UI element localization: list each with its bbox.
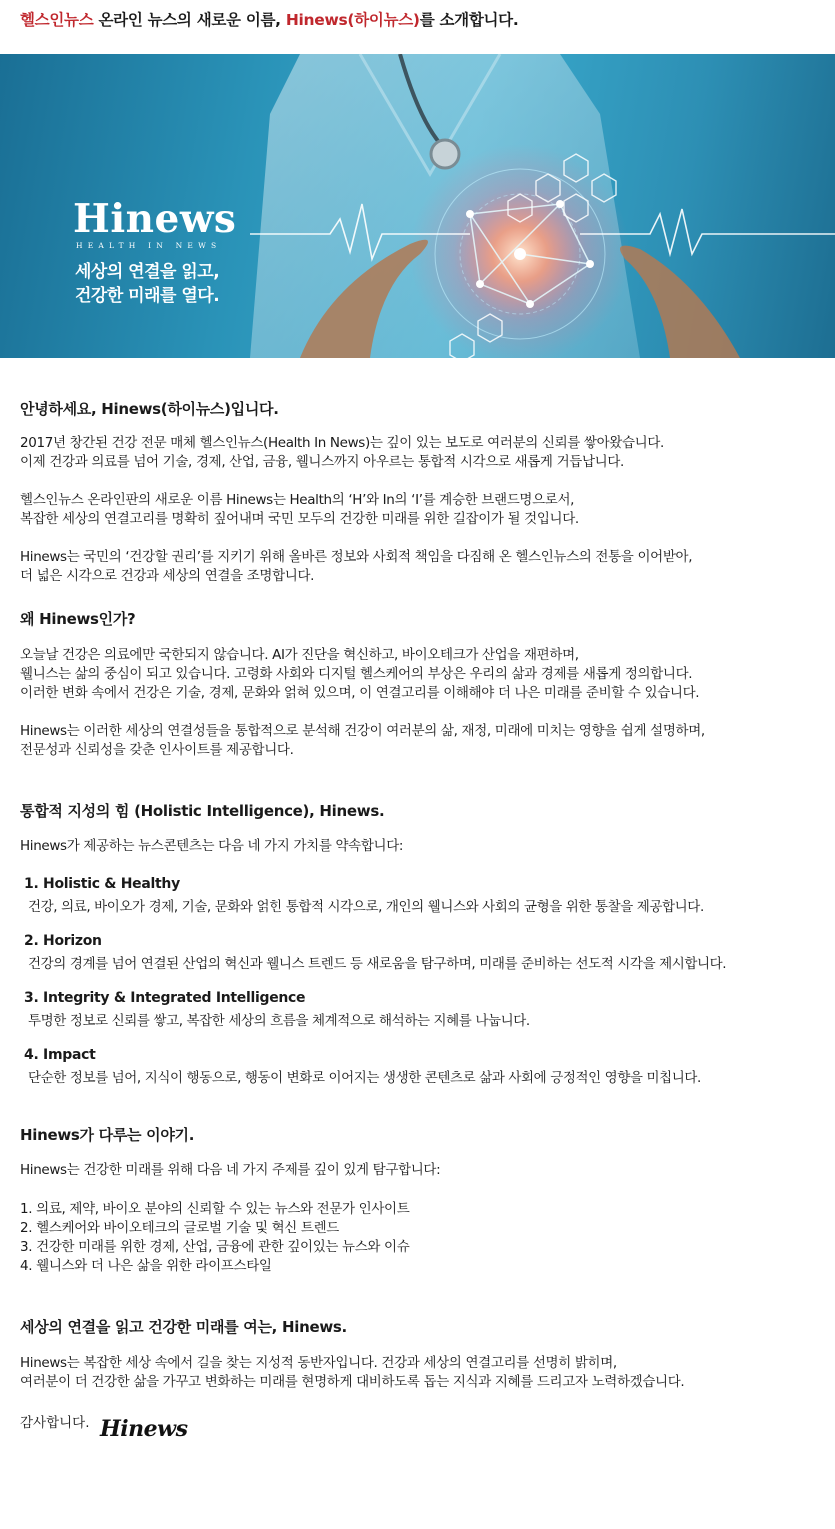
hero-slogan-line2: 건강한 미래를 열다. [75, 286, 220, 306]
value-item-title: 1. Holistic & Healthy [24, 876, 180, 892]
holistic-intro: Hinews가 제공하는 뉴스콘텐츠는 다음 네 가지 가치를 약속합니다: [20, 838, 404, 854]
holistic-title: 통합적 지성의 힘 (Holistic Intelligence), Hinews. [20, 802, 385, 820]
signature-logo: Hinews [100, 1416, 188, 1442]
text-line: Hinews는 이러한 세상의 연결성들을 통합적으로 분석해 건강이 여러분의 삶, 재정, 미래에 미치는 영향을 쉽게 설명하며, [20, 723, 705, 739]
text-line: 이제 건강과 의료를 넘어 기술, 경제, 산업, 금융, 웰니스까지 아우르는 통합적 시각으로 새롭게 거듭납니다. [20, 454, 624, 470]
topics-title: Hinews가 다루는 이야기. [20, 1126, 195, 1144]
value-item-desc: 건강, 의료, 바이오가 경제, 기술, 문화와 얽힌 통합적 시각으로, 개인의 웰니스와 사회의 균형을 위한 통찰을 제공합니다. [28, 899, 704, 915]
text-line: 이러한 변화 속에서 건강은 기술, 경제, 문화와 얽혀 있으며, 이 연결고리를 이해해야 더 나은 미래를 준비할 수 있습니다. [20, 685, 700, 701]
text-line: 더 넓은 시각으로 건강과 세상의 연결을 조명합니다. [20, 568, 315, 584]
thanks-text: 감사합니다. [20, 1415, 90, 1431]
banner-brand-new: Hinews(하이뉴스) [285, 11, 420, 29]
hero-slogan [75, 260, 219, 308]
why-paragraph-1 [20, 646, 699, 703]
text-line: 오늘날 건강은 의료에만 국한되지 않습니다. AI가 진단을 혁신하고, 바이오테크가 산업을 재편하며, [20, 647, 579, 663]
value-item-title: 4. Impact [24, 1047, 96, 1063]
greeting-title: 안녕하세요, Hinews(하이뉴스)입니다. [20, 400, 279, 418]
text-line: Hinews는 복잡한 세상 속에서 길을 찾는 지성적 동반자입니다. 건강과 세상의 연결고리를 선명히 밝히며, [20, 1355, 617, 1371]
value-item-desc: 단순한 정보를 넘어, 지식이 행동으로, 행동이 변화로 이어지는 생생한 콘텐츠로 삶과 사회에 긍정적인 영향을 미칩니다. [28, 1070, 701, 1086]
greeting-paragraph-1 [20, 434, 664, 472]
hero-image [0, 54, 835, 358]
value-item-desc: 투명한 정보로 신뢰를 쌓고, 복잡한 세상의 흐름을 체계적으로 해석하는 지혜를 나눕니다. [28, 1013, 530, 1029]
hero-logo-subtitle: HEALTH IN NEWS [76, 241, 222, 250]
why-title: 왜 Hinews인가? [20, 610, 136, 628]
text-line: 전문성과 신뢰성을 갖춘 인사이트를 제공합니다. [20, 742, 294, 758]
list-item: 1. 의료, 제약, 바이오 분야의 신뢰할 수 있는 뉴스와 전문가 인사이트 [20, 1201, 410, 1217]
topics-intro: Hinews는 건강한 미래를 위해 다음 네 가지 주제를 깊이 있게 탐구합니다: [20, 1162, 441, 1178]
banner-text: 온라인 뉴스의 새로운 이름, [93, 11, 286, 29]
text-line: 웰니스는 삶의 중심이 되고 있습니다. 고령화 사회와 디지털 헬스케어의 부상은 우리의 삶과 경제를 새롭게 정의합니다. [20, 666, 693, 682]
greeting-paragraph-3 [20, 548, 692, 586]
text-line: 2017년 창간된 건강 전문 매체 헬스인뉴스(Health In News)는 깊이 있는 보도로 여러분의 신뢰를 쌓아왔습니다. [20, 435, 664, 451]
hero-logo: Hinews [73, 196, 237, 242]
closing-title: 세상의 연결을 읽고 건강한 미래를 여는, Hinews. [20, 1318, 347, 1336]
intro-banner [20, 8, 518, 30]
text-line: 여러분이 더 건강한 삶을 가꾸고 변화하는 미래를 현명하게 대비하도록 돕는 지식과 지혜를 드리고자 노력하겠습니다. [20, 1374, 685, 1390]
text-line: 헬스인뉴스 온라인판의 새로운 이름 Hinews는 Health의 ‘H’와 In의 ‘I’를 계승한 브랜드명으로서, [20, 492, 575, 508]
value-item-title: 2. Horizon [24, 933, 102, 949]
list-item: 2. 헬스케어와 바이오테크의 글로벌 기술 및 혁신 트렌드 [20, 1220, 339, 1236]
list-item: 4. 웰니스와 더 나은 삶을 위한 라이프스타일 [20, 1258, 272, 1274]
value-item-desc: 건강의 경계를 넘어 연결된 산업의 혁신과 웰니스 트렌드 등 새로움을 탐구하며, 미래를 준비하는 선도적 시각을 제시합니다. [28, 956, 727, 972]
hero-slogan-line1: 세상의 연결을 읽고, [75, 262, 220, 282]
text-line: Hinews는 국민의 ‘건강할 권리’를 지키기 위해 올바른 정보와 사회적 책임을 다짐해 온 헬스인뉴스의 전통을 이어받아, [20, 549, 693, 565]
banner-text-end: 를 소개합니다. [419, 11, 519, 29]
list-item: 3. 건강한 미래를 위한 경제, 산업, 금융에 관한 깊이있는 뉴스와 이슈 [20, 1239, 410, 1255]
banner-brand-old: 헬스인뉴스 [20, 11, 94, 29]
closing-paragraph [20, 1354, 684, 1392]
text-line: 복잡한 세상의 연결고리를 명확히 짚어내며 국민 모두의 건강한 미래를 위한 길잡이가 될 것입니다. [20, 511, 579, 527]
topics-list [20, 1200, 409, 1276]
why-paragraph-2 [20, 722, 705, 760]
greeting-paragraph-2 [20, 491, 579, 529]
value-item-title: 3. Integrity & Integrated Intelligence [24, 990, 306, 1006]
